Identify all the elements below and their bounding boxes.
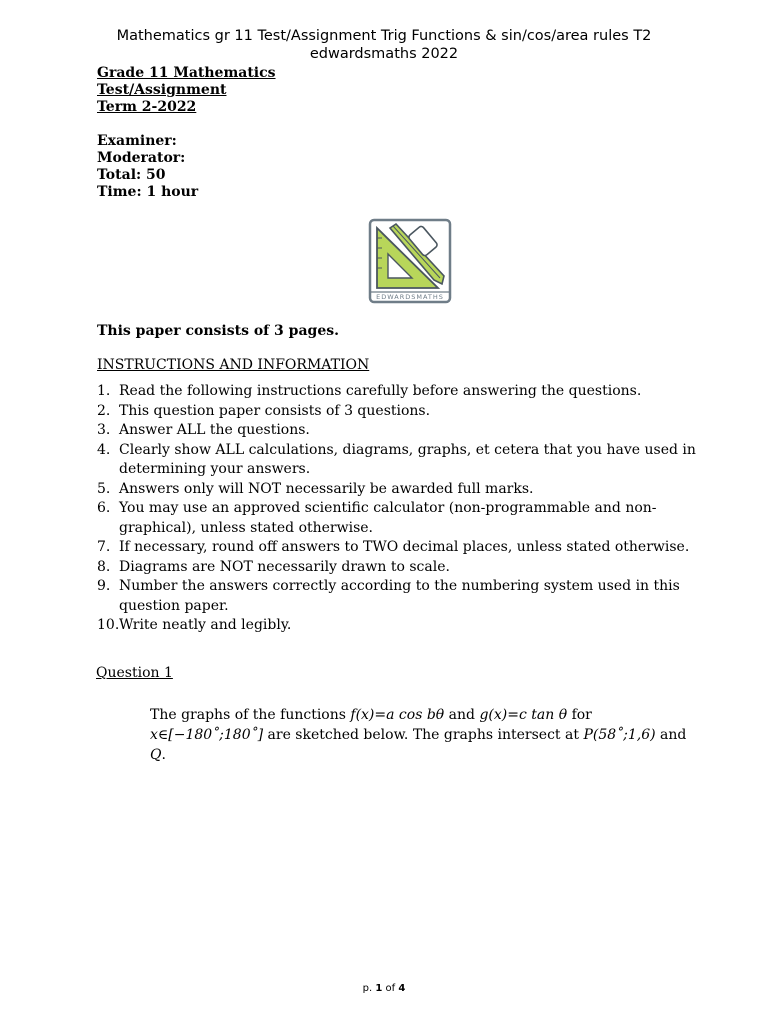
current-page: 1 [375,983,383,994]
svg-text:EDWARDSMATHS: EDWARDSMATHS [376,293,444,301]
instruction-item [97,402,697,422]
total-marks: Total: 50 [97,167,166,183]
time-allowed: Time: 1 hour [97,184,199,200]
instruction-item [97,616,697,636]
page-header [0,27,768,63]
point-q: Q [150,747,162,763]
instruction-item [97,480,697,500]
instruction-text: Number the answers correctly according to the numbering system used in this question paper. [119,578,680,614]
instruction-number: 6. [97,500,111,516]
instruction-text: If necessary, round off answers to TWO decimal places, unless stated otherwise. [119,539,690,555]
page-footer: p. 1 of 4 [362,983,406,994]
instruction-item [97,538,697,558]
instruction-item [97,499,697,538]
total-pages: 4 [398,983,406,994]
instructions-list [97,382,697,636]
instructions-heading: INSTRUCTIONS AND INFORMATION [97,357,370,373]
paper-type: Test/Assignment [97,82,227,98]
instruction-item [97,577,697,616]
instruction-number: 1. [97,383,111,399]
instruction-text: Write neatly and legibly. [119,617,292,633]
instruction-text: Diagrams are NOT necessarily drawn to scale. [119,558,450,575]
moderator-label: Moderator: [97,150,186,166]
instruction-text: Answer ALL the questions. [119,422,310,438]
instruction-item [97,421,697,441]
term: Term 2-2022 [97,99,197,115]
function-g: g(x)=c tan θ [479,707,568,723]
paper-meta [97,65,276,201]
instruction-item [97,558,697,578]
header-line-1: Mathematics gr 11 Test/Assignment Trig Functions & sin/cos/area rules T2 [116,28,652,44]
instruction-number: 4. [97,441,111,458]
instruction-number: 9. [97,578,111,594]
instruction-item [97,382,697,402]
examiner-label: Examiner: [97,133,177,149]
instruction-text: Clearly show ALL calculations, diagrams, graphs, et cetera that you have used in determining your answers. [119,441,696,477]
question-1-text: The graphs of the functions f(x)=a cos bθ and g(x)=c tan θ for x∈[−180˚;180˚] are sketched below. The graphs intersect at P(58˚;1,6) and Q. [150,707,687,763]
instruction-number: 2. [97,402,111,419]
header-line-2: edwardsmaths 2022 [309,46,459,62]
instruction-number: 5. [97,480,111,497]
instruction-number: 3. [97,422,111,438]
instruction-item [97,441,697,480]
instruction-number: 10. [97,617,120,633]
pages-note: This paper consists of 3 pages. [97,323,339,339]
grade-title: Grade 11 Mathematics [97,65,276,81]
domain: x∈[−180˚;180˚] [150,727,264,743]
edwardsmaths-logo-icon [368,218,452,304]
instruction-text: You may use an approved scientific calculator (non-programmable and non-graphical), unless stated otherwise. [119,500,657,536]
function-f: f(x)=a cos bθ [350,707,445,723]
point-p: P(58˚;1,6) [583,727,656,743]
instruction-number: 8. [97,558,111,575]
instruction-text: Read the following instructions carefully before answering the questions. [119,383,642,399]
instruction-text: Answers only will NOT necessarily be awarded full marks. [119,480,534,497]
instruction-number: 7. [97,539,111,555]
question-1-title: Question 1 [96,665,173,681]
instruction-text: This question paper consists of 3 questions. [119,402,431,419]
